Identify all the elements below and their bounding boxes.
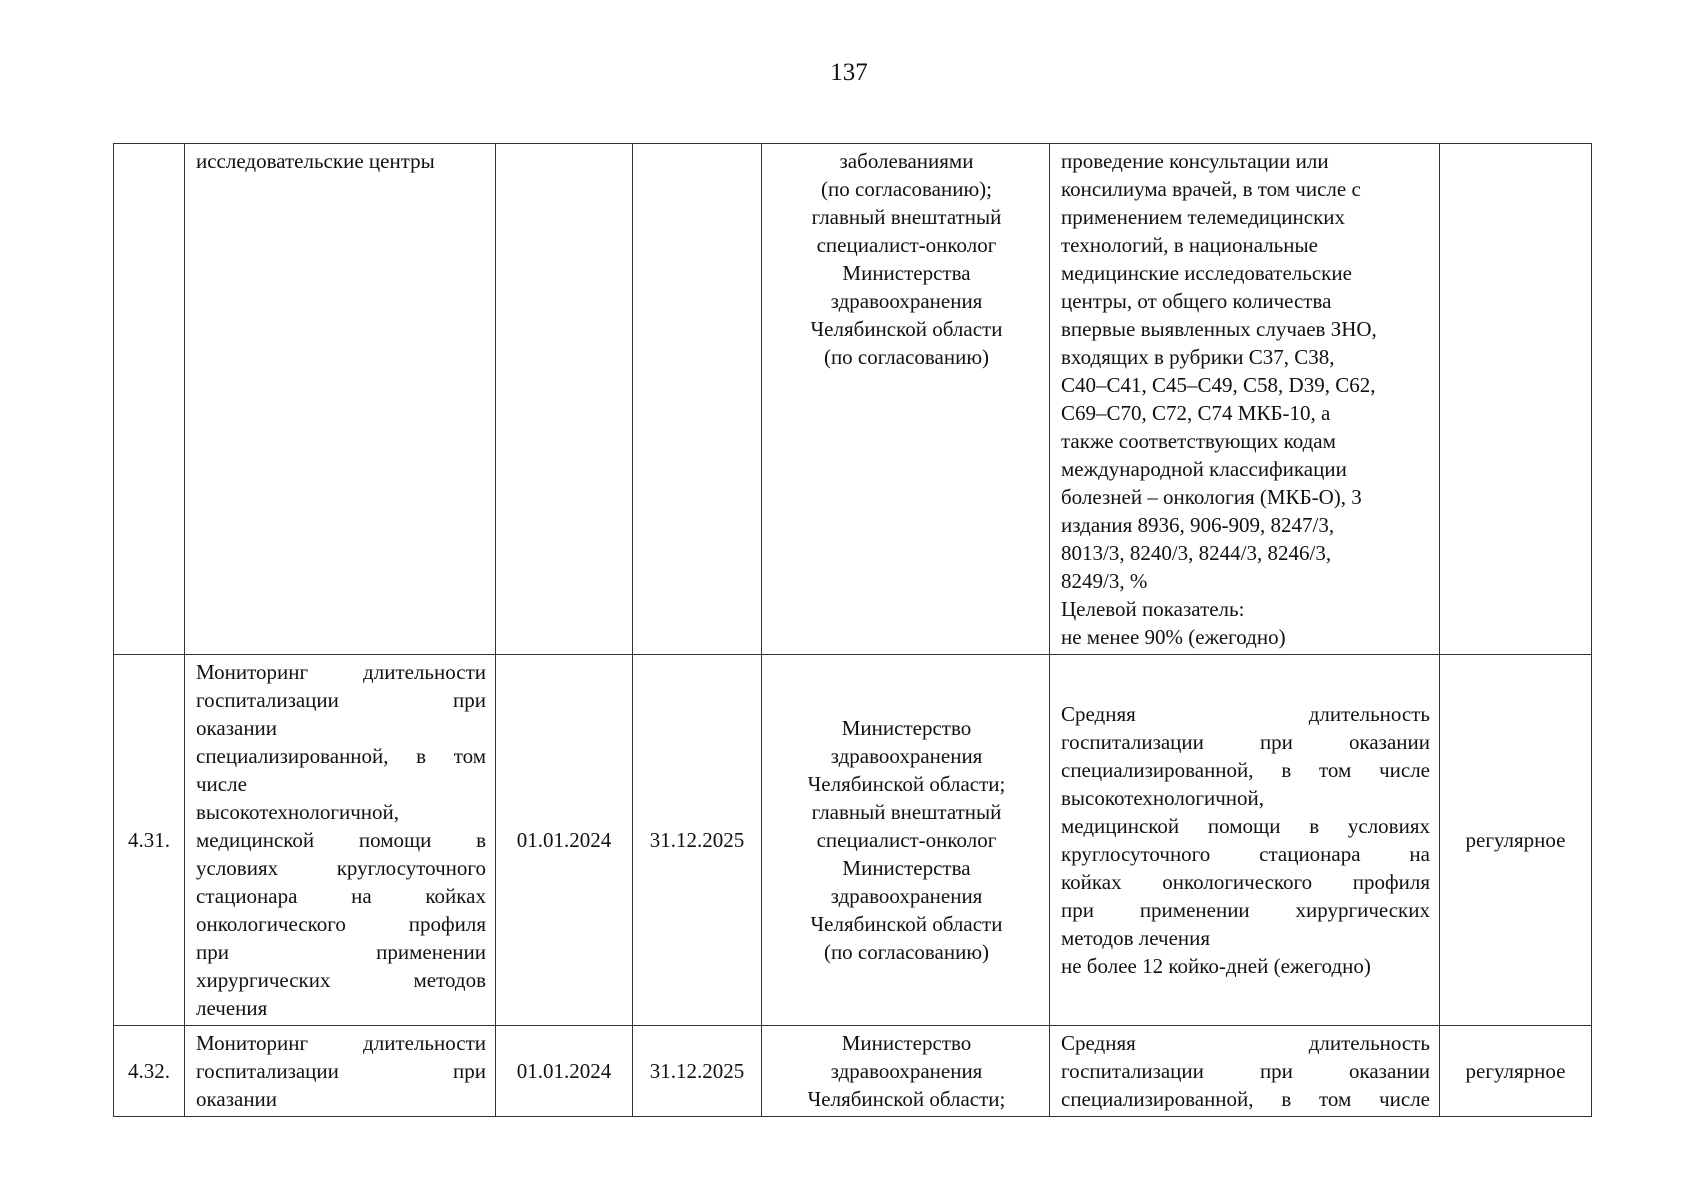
- indicator-line: специализированной, в том числе: [1061, 758, 1430, 782]
- event-line: госпитализации при: [196, 1059, 486, 1083]
- indicator-line: высокотехнологичной,: [1061, 786, 1265, 810]
- responsible-line: здравоохранения: [830, 884, 983, 908]
- indicator-line: специализированной, в том числе: [1061, 1087, 1430, 1111]
- indicator-line: медицинской помощи в условиях: [1061, 814, 1430, 838]
- event-cell: [185, 1026, 496, 1117]
- table-row: [114, 655, 1592, 1026]
- plan-table: [113, 143, 1592, 1117]
- indicator-cell: [1050, 655, 1440, 1026]
- responsible-line: Челябинской области: [810, 317, 1003, 341]
- indicator-line: впервые выявленных случаев ЗНО,: [1061, 317, 1377, 341]
- event-line: исследовательские центры: [196, 149, 435, 173]
- responsible-line: (по согласованию): [823, 345, 990, 369]
- row-number: 4.31.: [114, 655, 185, 1026]
- indicator-cell: [1050, 144, 1440, 655]
- start-date: 01.01.2024: [496, 1026, 633, 1117]
- indicator-line: C69–C70, C72, C74 МКБ-10, а: [1061, 401, 1331, 425]
- indicator-line: 8013/3, 8240/3, 8244/3, 8246/3,: [1061, 541, 1332, 565]
- event-line: условиях круглосуточного: [196, 856, 486, 880]
- table-row: [114, 144, 1592, 655]
- row-number: [114, 144, 185, 655]
- end-date: 31.12.2025: [633, 655, 762, 1026]
- responsible-cell: [762, 1026, 1050, 1117]
- event-line: высокотехнологичной,: [196, 800, 400, 824]
- indicator-line: болезней – онкология (МКБ-О), 3: [1061, 485, 1362, 509]
- indicator-line: издания 8936, 906-909, 8247/3,: [1061, 513, 1335, 537]
- responsible-line: Челябинской области;: [807, 772, 1006, 796]
- responsible-line: специалист-онколог: [816, 828, 997, 852]
- row-number: 4.32.: [114, 1026, 185, 1117]
- responsible-line: (по согласованию);: [821, 177, 992, 201]
- indicator-line: госпитализации при оказании: [1061, 1059, 1430, 1083]
- responsible-line: Министерства: [842, 261, 971, 285]
- responsible-line: главный внештатный: [811, 800, 1002, 824]
- responsible-line: здравоохранения: [830, 1059, 983, 1083]
- indicator-line: C40–C41, C45–C49, C58, D39, C62,: [1061, 373, 1376, 397]
- event-line: медицинской помощи в: [196, 828, 486, 852]
- table-row: [114, 1026, 1592, 1117]
- event-line: онкологического профиля: [196, 912, 486, 936]
- responsible-line: здравоохранения: [830, 289, 983, 313]
- start-date: [496, 144, 633, 655]
- indicator-line: Средняя длительность: [1061, 1031, 1430, 1055]
- event-line: Мониторинг длительности: [196, 660, 486, 684]
- responsible-cell: [762, 655, 1050, 1026]
- end-date: [633, 144, 762, 655]
- responsible-line: Челябинской области: [810, 912, 1003, 936]
- indicator-line: не менее 90% (ежегодно): [1061, 625, 1286, 649]
- indicator-line: входящих в рубрики C37, C38,: [1061, 345, 1335, 369]
- event-line: госпитализации при: [196, 688, 486, 712]
- status-cell: регулярное: [1440, 655, 1592, 1026]
- event-line: при применении: [196, 940, 486, 964]
- indicator-line: методов лечения: [1061, 926, 1211, 950]
- indicator-line: 8249/3, %: [1061, 569, 1148, 593]
- event-line: Мониторинг длительности: [196, 1031, 486, 1055]
- responsible-line: Министерство: [841, 716, 972, 740]
- responsible-line: главный внештатный: [811, 205, 1002, 229]
- event-line: хирургических методов: [196, 968, 486, 992]
- indicator-line: круглосуточного стационара на: [1061, 842, 1430, 866]
- responsible-line: Министерство: [841, 1031, 972, 1055]
- responsible-line: заболеваниями: [839, 149, 974, 173]
- indicator-line: не более 12 койко-дней (ежегодно): [1061, 954, 1371, 978]
- event-cell: [185, 655, 496, 1026]
- event-line: числе: [196, 772, 247, 796]
- indicator-line: консилиума врачей, в том числе с: [1061, 177, 1361, 201]
- responsible-line: Челябинской области;: [807, 1087, 1006, 1111]
- indicator-line: Средняя длительность: [1061, 702, 1430, 726]
- indicator-line: применением телемедицинских: [1061, 205, 1346, 229]
- indicator-line: при применении хирургических: [1061, 898, 1430, 922]
- responsible-line: здравоохранения: [830, 744, 983, 768]
- status-cell: регулярное: [1440, 1026, 1592, 1117]
- indicator-cell: [1050, 1026, 1440, 1117]
- indicator-line: Целевой показатель:: [1061, 597, 1245, 621]
- responsible-line: (по согласованию): [823, 940, 990, 964]
- event-line: оказании: [196, 716, 278, 740]
- indicator-line: центры, от общего количества: [1061, 289, 1332, 313]
- indicator-line: также соответствующих кодам: [1061, 429, 1336, 453]
- event-cell: [185, 144, 496, 655]
- responsible-cell: [762, 144, 1050, 655]
- responsible-line: специалист-онколог: [816, 233, 997, 257]
- event-line: оказании: [196, 1087, 278, 1111]
- indicator-line: медицинские исследовательские: [1061, 261, 1352, 285]
- event-line: специализированной, в том: [196, 744, 486, 768]
- indicator-line: госпитализации при оказании: [1061, 730, 1430, 754]
- event-line: стационара на койках: [196, 884, 486, 908]
- indicator-line: технологий, в национальные: [1061, 233, 1318, 257]
- status-cell: [1440, 144, 1592, 655]
- indicator-line: койках онкологического профиля: [1061, 870, 1430, 894]
- page-number: 137: [830, 59, 868, 86]
- indicator-line: международной классификации: [1061, 457, 1347, 481]
- indicator-line: проведение консультации или: [1061, 149, 1329, 173]
- start-date: 01.01.2024: [496, 655, 633, 1026]
- event-line: лечения: [196, 996, 268, 1020]
- responsible-line: Министерства: [842, 856, 971, 880]
- end-date: 31.12.2025: [633, 1026, 762, 1117]
